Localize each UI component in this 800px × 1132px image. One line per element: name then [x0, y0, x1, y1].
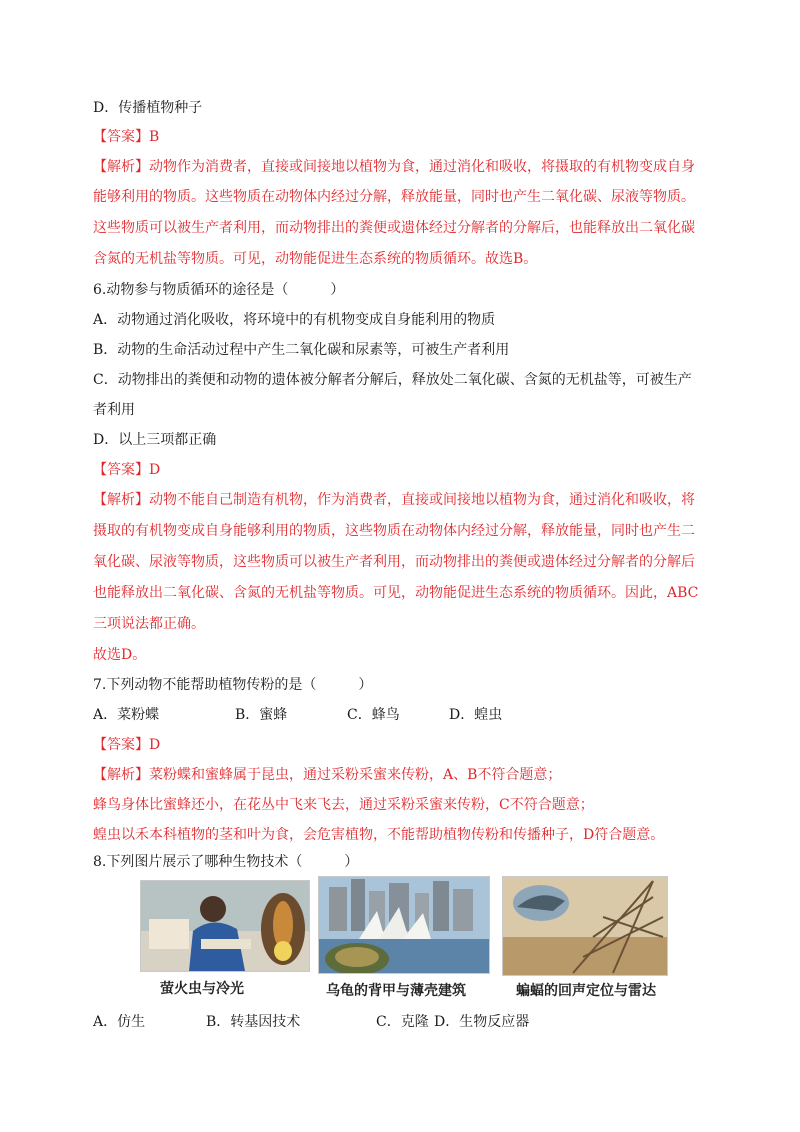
q5-option-d: D．传播植物种子 [93, 100, 203, 116]
q7-option-d: D．蝗虫 [449, 707, 503, 723]
q6-analysis-line: 摄取的有机物变成自身能够利用的物质，这些物质在动物体内经过分解，释放能量，同时也产生二 [93, 523, 695, 539]
q5-analysis-line: 含氮的无机盐等物质。可见，动物能促进生态系统的物质循环。故选B。 [93, 251, 538, 267]
q6-analysis-line: 三项说法都正确。 [93, 616, 205, 632]
q7-analysis-line: 【解析】菜粉蝶和蜜蜂属于昆虫，通过采粉采蜜来传粉，A、B不符合题意； [93, 767, 562, 783]
q6-question: 6.动物参与物质循环的途径是（ ） [93, 282, 345, 298]
q6-analysis-line: 故选D。 [93, 647, 147, 663]
q6-option-d: D．以上三项都正确 [93, 432, 217, 448]
q8-option-d: D．生物反应器 [434, 1014, 530, 1030]
q7-question: 7.下列动物不能帮助植物传粉的是（ ） [93, 677, 373, 693]
q6-analysis-line: 也能释放出二氧化碳、含氮的无机盐等物质。可见，动物能促进生态系统的物质循环。因此，ABC [93, 585, 699, 601]
q5-analysis-line: 这些物质可以被生产者利用，而动物排出的粪便或遗体经过分解者的分解后，也能释放出二氧化碳 [93, 220, 695, 236]
q7-option-b: B．蜜蜂 [235, 707, 288, 723]
q6-analysis-line: 【解析】动物不能自己制造有机物，作为消费者，直接或间接地以植物为食，通过消化和吸收，将 [93, 492, 695, 508]
q6-analysis-line: 氧化碳、尿液等物质，这些物质可以被生产者利用，而动物排出的粪便或遗体经过分解者的分解后 [93, 554, 695, 570]
q6-option-a: A．动物通过消化吸收，将环境中的有机物变成自身能利用的物质 [93, 312, 496, 328]
figure-caption-turtle: 乌龟的背甲与薄壳建筑 [326, 983, 466, 999]
bat-radar-image [502, 876, 668, 976]
q6-option-c-cont: 者利用 [93, 402, 135, 418]
figure-caption-firefly: 萤火虫与冷光 [160, 981, 244, 997]
q8-question: 8.下列图片展示了哪种生物技术（ ） [93, 854, 359, 870]
q7-analysis-line: 蝗虫以禾本科植物的茎和叶为食，会危害植物，不能帮助植物传粉和传播种子，D符合题意。 [93, 827, 665, 843]
q7-answer: 【答案】D [93, 737, 161, 753]
q6-answer: 【答案】D [93, 462, 161, 478]
q5-analysis-line: 【解析】动物作为消费者，直接或间接地以植物为食，通过消化和吸收，将摄取的有机物变成自身 [93, 159, 695, 175]
q7-option-c: C．蜂鸟 [347, 707, 400, 723]
q5-answer: 【答案】B [93, 129, 160, 145]
turtle-shell-architecture-image [318, 876, 490, 974]
q6-option-c: C．动物排出的粪便和动物的遗体被分解者分解后，释放处二氧化碳、含氮的无机盐等，可被生产 [93, 372, 692, 388]
q6-option-b: B．动物的生命活动过程中产生二氧化碳和尿素等，可被生产者利用 [93, 342, 510, 358]
q8-option-b: B．转基因技术 [206, 1014, 301, 1030]
q8-option-c: C．克隆 [376, 1014, 429, 1030]
q5-analysis-line: 能够利用的物质。这些物质在动物体内经过分解，释放能量，同时也产生二氧化碳、尿液等物质。 [93, 189, 695, 205]
q7-option-a: A．菜粉蝶 [93, 707, 160, 723]
firefly-cold-light-image [140, 880, 310, 972]
q7-analysis-line: 蜂鸟身体比蜜蜂还小，在花丛中飞来飞去，通过采粉采蜜来传粉，C不符合题意； [93, 797, 594, 813]
q8-option-a: A．仿生 [93, 1014, 146, 1030]
figure-caption-bat: 蝙蝠的回声定位与雷达 [516, 983, 656, 999]
